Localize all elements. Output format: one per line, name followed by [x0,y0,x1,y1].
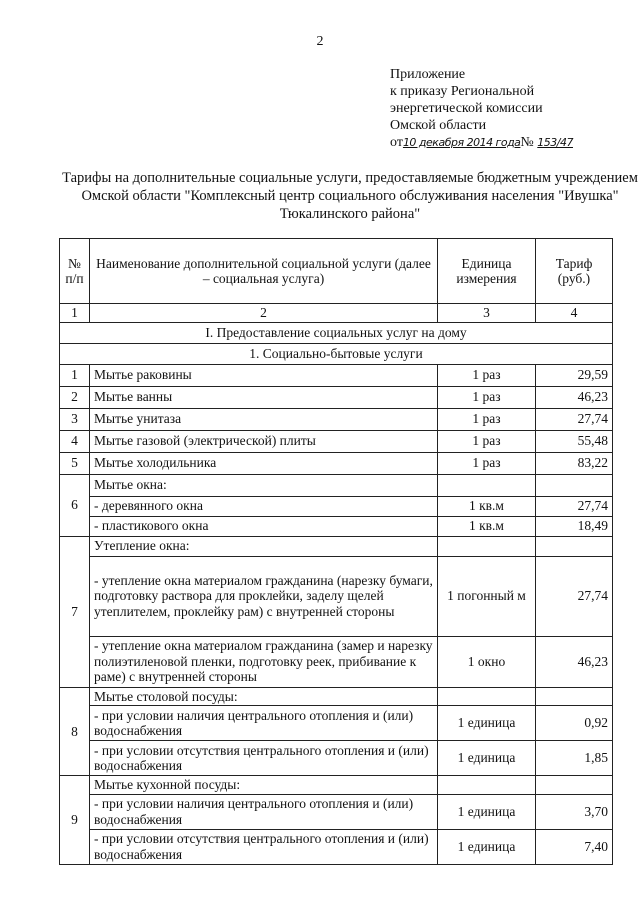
table-row [60,794,613,829]
tariff: 7,40 [536,829,613,864]
row-number: 6 [60,474,90,536]
column-number-row [60,304,613,323]
row-number: 5 [60,452,90,474]
table-row [60,496,613,516]
subsection-title: 1. Социально-бытовые услуги [60,343,613,364]
unit: 1 раз [438,430,536,452]
table-row [60,474,613,496]
tariff: 29,59 [536,364,613,386]
header-name: Наименование дополнительной социальной услуги (далее – социальная услуга) [90,239,438,304]
appendix-line: Приложение [390,67,466,82]
row-number: 9 [60,776,90,865]
service-name: Мытье раковины [90,364,438,386]
unit: 1 раз [438,386,536,408]
col-number: 1 [60,304,90,323]
unit: 1 окно [438,636,536,687]
col-number: 2 [90,304,438,323]
tariff: 46,23 [536,636,613,687]
tariff: 83,22 [536,452,613,474]
empty-cell [536,536,613,556]
unit: 1 погонный м [438,556,536,636]
row-number: 4 [60,430,90,452]
service-group-title: Мытье столовой посуды: [90,687,438,706]
service-name: Мытье унитаза [90,408,438,430]
service-name: - при условии отсутствия центрального отопления и (или) водоснабжения [90,741,438,776]
service-name: - пластикового окна [90,516,438,536]
empty-cell [438,536,536,556]
table-row [60,386,613,408]
empty-cell [438,687,536,706]
appendix-line: Омской области [390,118,487,133]
service-name: - при условии наличия центрального отопления и (или) водоснабжения [90,794,438,829]
service-name: - при условии наличия центрального отопления и (или) водоснабжения [90,706,438,741]
col-number: 4 [536,304,613,323]
empty-cell [536,474,613,496]
service-name: Мытье газовой (электрической) плиты [90,430,438,452]
unit: 1 раз [438,452,536,474]
tariff: 18,49 [536,516,613,536]
header-num: № п/п [60,239,90,304]
service-name: Мытье холодильника [90,452,438,474]
table-row [60,706,613,741]
document-title: Тарифы на дополнительные социальные услуги, предоставляемые бюджетным учреждением Омской области "Комплексный центр социального обслуживания населения "Ивушка" Тюкалинского района" [62,170,638,222]
unit: 1 единица [438,706,536,741]
page-number: 2 [316,34,324,49]
row-number: 8 [60,687,90,776]
table-row [60,430,613,452]
handwritten-date: 10 декабря 2014 года [402,136,521,149]
header-unit: Единица измерения [438,239,536,304]
empty-cell [536,776,613,795]
tariff: 27,74 [536,408,613,430]
unit: 1 единица [438,741,536,776]
service-group-title: Утепление окна: [90,536,438,556]
table-header-row [60,239,613,304]
unit: 1 кв.м [438,496,536,516]
unit: 1 единица [438,829,536,864]
tariff: 1,85 [536,741,613,776]
section-title: I. Предоставление социальных услуг на дому [60,322,613,343]
unit: 1 раз [438,408,536,430]
table-row [60,776,613,795]
table-row [60,556,613,636]
col-number: 3 [438,304,536,323]
empty-cell [536,687,613,706]
service-name: - утепление окна материалом гражданина (замер и нарезку полиэтиленовой пленки, подготовку реек, прибивание к раме) с внутренней стороны [90,636,438,687]
section-row [60,322,613,343]
table-row [60,452,613,474]
table-row [60,829,613,864]
subsection-row [60,343,613,364]
appendix-line: энергетической комиссии [390,101,543,116]
unit: 1 кв.м [438,516,536,536]
service-name: - деревянного окна [90,496,438,516]
service-group-title: Мытье кухонной посуды: [90,776,438,795]
row-number: 3 [60,408,90,430]
date-prefix: от [390,135,403,150]
unit: 1 единица [438,794,536,829]
service-name: - утепление окна материалом гражданина (нарезку бумаги, подготовку раствора для проклейки, заделу щелей утеплителем, проклейку рам) с внутренней стороны [90,556,438,636]
tariff: 55,48 [536,430,613,452]
table-row [60,741,613,776]
service-name: - при условии отсутствия центрального отопления и (или) водоснабжения [90,829,438,864]
table-row [60,687,613,706]
tariff: 27,74 [536,556,613,636]
number-prefix: № [520,135,534,150]
table-row [60,536,613,556]
appendix-date-line [390,134,573,151]
tariff-table [59,238,613,865]
row-number: 7 [60,536,90,687]
unit: 1 раз [438,364,536,386]
empty-cell [438,776,536,795]
header-tariff: Тариф (руб.) [536,239,613,304]
table-row [60,364,613,386]
row-number: 1 [60,364,90,386]
tariff: 3,70 [536,794,613,829]
empty-cell [438,474,536,496]
table-row [60,636,613,687]
service-name: Мытье ванны [90,386,438,408]
table-row [60,408,613,430]
row-number: 2 [60,386,90,408]
table-row [60,516,613,536]
tariff: 0,92 [536,706,613,741]
handwritten-number: 153/47 [537,136,573,149]
appendix-line: к приказу Региональной [390,84,535,99]
appendix-block [390,66,573,151]
tariff: 46,23 [536,386,613,408]
tariff: 27,74 [536,496,613,516]
service-group-title: Мытье окна: [90,474,438,496]
